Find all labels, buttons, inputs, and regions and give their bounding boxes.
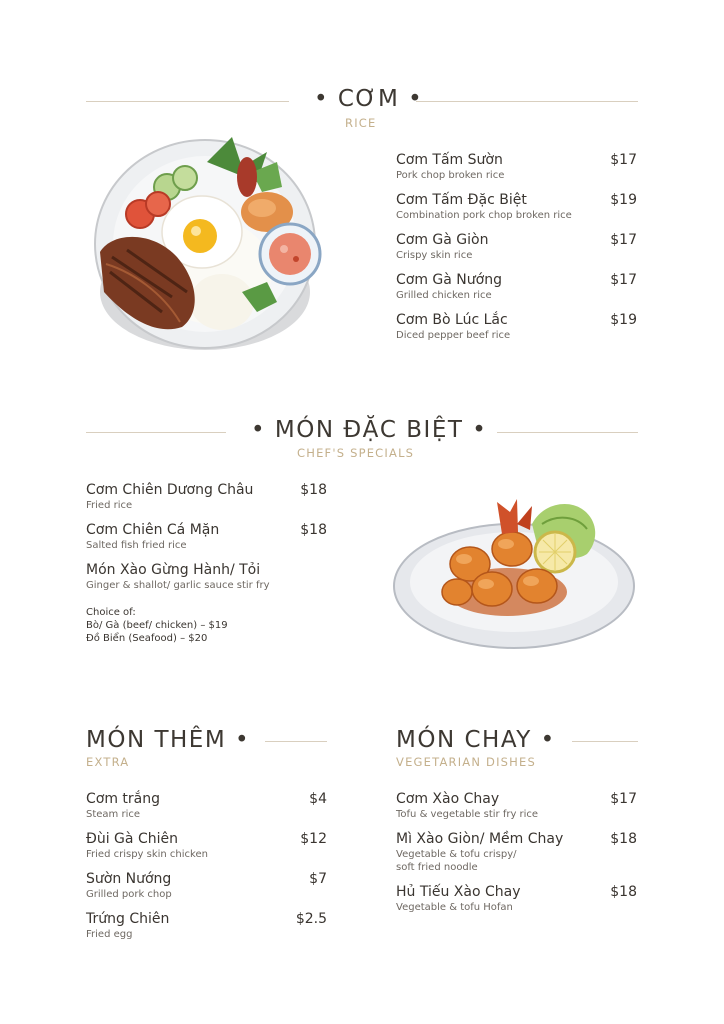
extra-item-4-price: $2.5 bbox=[295, 911, 327, 927]
rice-item-3-desc: Crispy skin rice bbox=[396, 250, 473, 261]
vegetarian-item-1 bbox=[396, 791, 538, 821]
vegetarian-item-2 bbox=[396, 831, 563, 874]
specials-section-subtitle: CHEF'S SPECIALS bbox=[297, 446, 415, 460]
vegetarian-section-title: MÓN CHAY • bbox=[396, 727, 556, 753]
extra-item-3-price: $7 bbox=[309, 871, 327, 887]
choice-option-2: Đồ Biển (Seafood) – $20 bbox=[86, 633, 208, 644]
rice-rule-left bbox=[86, 101, 289, 102]
extra-item-1-name: Cơm trắng bbox=[86, 791, 161, 807]
rice-item-3 bbox=[396, 232, 488, 262]
vegetarian-section-subtitle: VEGETARIAN DISHES bbox=[396, 755, 536, 769]
rice-item-5-desc: Diced pepper beef rice bbox=[396, 330, 511, 341]
extra-item-4-name: Trứng Chiên bbox=[86, 911, 170, 927]
extra-item-3-name: Sườn Nướng bbox=[86, 871, 172, 887]
extra-item-1-desc: Steam rice bbox=[86, 809, 141, 820]
rice-item-4-name: Cơm Gà Nướng bbox=[396, 272, 502, 288]
specials-item-3 bbox=[86, 562, 270, 592]
vegetarian-item-2-price: $18 bbox=[610, 831, 637, 847]
specials-item-1-name: Cơm Chiên Dương Châu bbox=[86, 482, 254, 498]
rice-item-2-price: $19 bbox=[610, 192, 637, 208]
rice-item-2-name: Cơm Tấm Đặc Biệt bbox=[396, 192, 527, 208]
extra-item-3-desc: Grilled pork chop bbox=[86, 889, 172, 900]
specials-item-2-name: Cơm Chiên Cá Mặn bbox=[86, 522, 220, 538]
choice-label: Choice of: bbox=[86, 607, 136, 618]
vegetarian-item-2-desc: Vegetable & tofu crispy/ bbox=[396, 849, 517, 860]
specials-item-2-price: $18 bbox=[300, 522, 327, 538]
rice-item-1-price: $17 bbox=[610, 152, 637, 168]
rice-item-1-desc: Pork chop broken rice bbox=[396, 170, 505, 181]
extra-section-title: MÓN THÊM • bbox=[86, 727, 251, 753]
extra-item-1 bbox=[86, 791, 160, 821]
specials-section-title: • MÓN ĐẶC BIỆT • bbox=[251, 417, 488, 443]
extra-rule bbox=[265, 741, 327, 742]
rice-item-2 bbox=[396, 192, 572, 222]
extra-item-3 bbox=[86, 871, 172, 901]
vegetarian-item-3 bbox=[396, 884, 521, 914]
rice-item-4-desc: Grilled chicken rice bbox=[396, 290, 492, 301]
specials-rule-left bbox=[86, 432, 226, 433]
vegetarian-rule bbox=[572, 741, 638, 742]
extra-item-2 bbox=[86, 831, 208, 861]
choice-option-1: Bò/ Gà (beef/ chicken) – $19 bbox=[86, 620, 228, 631]
broken-rice-plate-image bbox=[92, 132, 327, 357]
rice-item-1-name: Cơm Tấm Sườn bbox=[396, 152, 503, 168]
vegetarian-item-1-name: Cơm Xào Chay bbox=[396, 791, 500, 807]
rice-item-4-price: $17 bbox=[610, 272, 637, 288]
specials-item-1-desc: Fried rice bbox=[86, 500, 133, 511]
specials-choices bbox=[86, 606, 228, 645]
specials-item-1 bbox=[86, 482, 253, 512]
specials-item-2-desc: Salted fish fried rice bbox=[86, 540, 187, 551]
extra-item-2-name: Đùi Gà Chiên bbox=[86, 831, 178, 847]
rice-item-1 bbox=[396, 152, 504, 182]
vegetarian-item-3-name: Hủ Tiếu Xào Chay bbox=[396, 884, 521, 900]
rice-item-3-name: Cơm Gà Giòn bbox=[396, 232, 489, 248]
rice-item-3-price: $17 bbox=[610, 232, 637, 248]
extra-item-2-price: $12 bbox=[300, 831, 327, 847]
specials-rule-right bbox=[497, 432, 638, 433]
specials-item-1-price: $18 bbox=[300, 482, 327, 498]
specials-item-3-name: Món Xào Gừng Hành/ Tỏi bbox=[86, 562, 261, 578]
fried-shrimp-plate-image bbox=[392, 494, 636, 654]
vegetarian-item-3-desc: Vegetable & tofu Hofan bbox=[396, 902, 513, 913]
specials-item-3-desc: Ginger & shallot/ garlic sauce stir fry bbox=[86, 580, 270, 591]
extra-item-2-desc: Fried crispy skin chicken bbox=[86, 849, 208, 860]
extra-item-1-price: $4 bbox=[309, 791, 327, 807]
vegetarian-item-1-price: $17 bbox=[610, 791, 637, 807]
rice-section-title: • CƠM • bbox=[314, 86, 424, 112]
extra-section-subtitle: EXTRA bbox=[86, 755, 130, 769]
rice-rule-right bbox=[416, 101, 638, 102]
rice-item-4 bbox=[396, 272, 502, 302]
rice-item-5-price: $19 bbox=[610, 312, 637, 328]
vegetarian-item-2-name: Mì Xào Giòn/ Mềm Chay bbox=[396, 831, 564, 847]
vegetarian-item-2-desc-line2: soft fried noodle bbox=[396, 862, 478, 873]
rice-item-5-name: Cơm Bò Lúc Lắc bbox=[396, 312, 508, 328]
vegetarian-item-1-desc: Tofu & vegetable stir fry rice bbox=[396, 809, 539, 820]
extra-item-4-desc: Fried egg bbox=[86, 929, 133, 940]
rice-section-subtitle: RICE bbox=[345, 116, 377, 130]
rice-item-5 bbox=[396, 312, 510, 342]
extra-item-4 bbox=[86, 911, 169, 941]
rice-item-2-desc: Combination pork chop broken rice bbox=[396, 210, 572, 221]
specials-item-2 bbox=[86, 522, 219, 552]
vegetarian-item-3-price: $18 bbox=[610, 884, 637, 900]
